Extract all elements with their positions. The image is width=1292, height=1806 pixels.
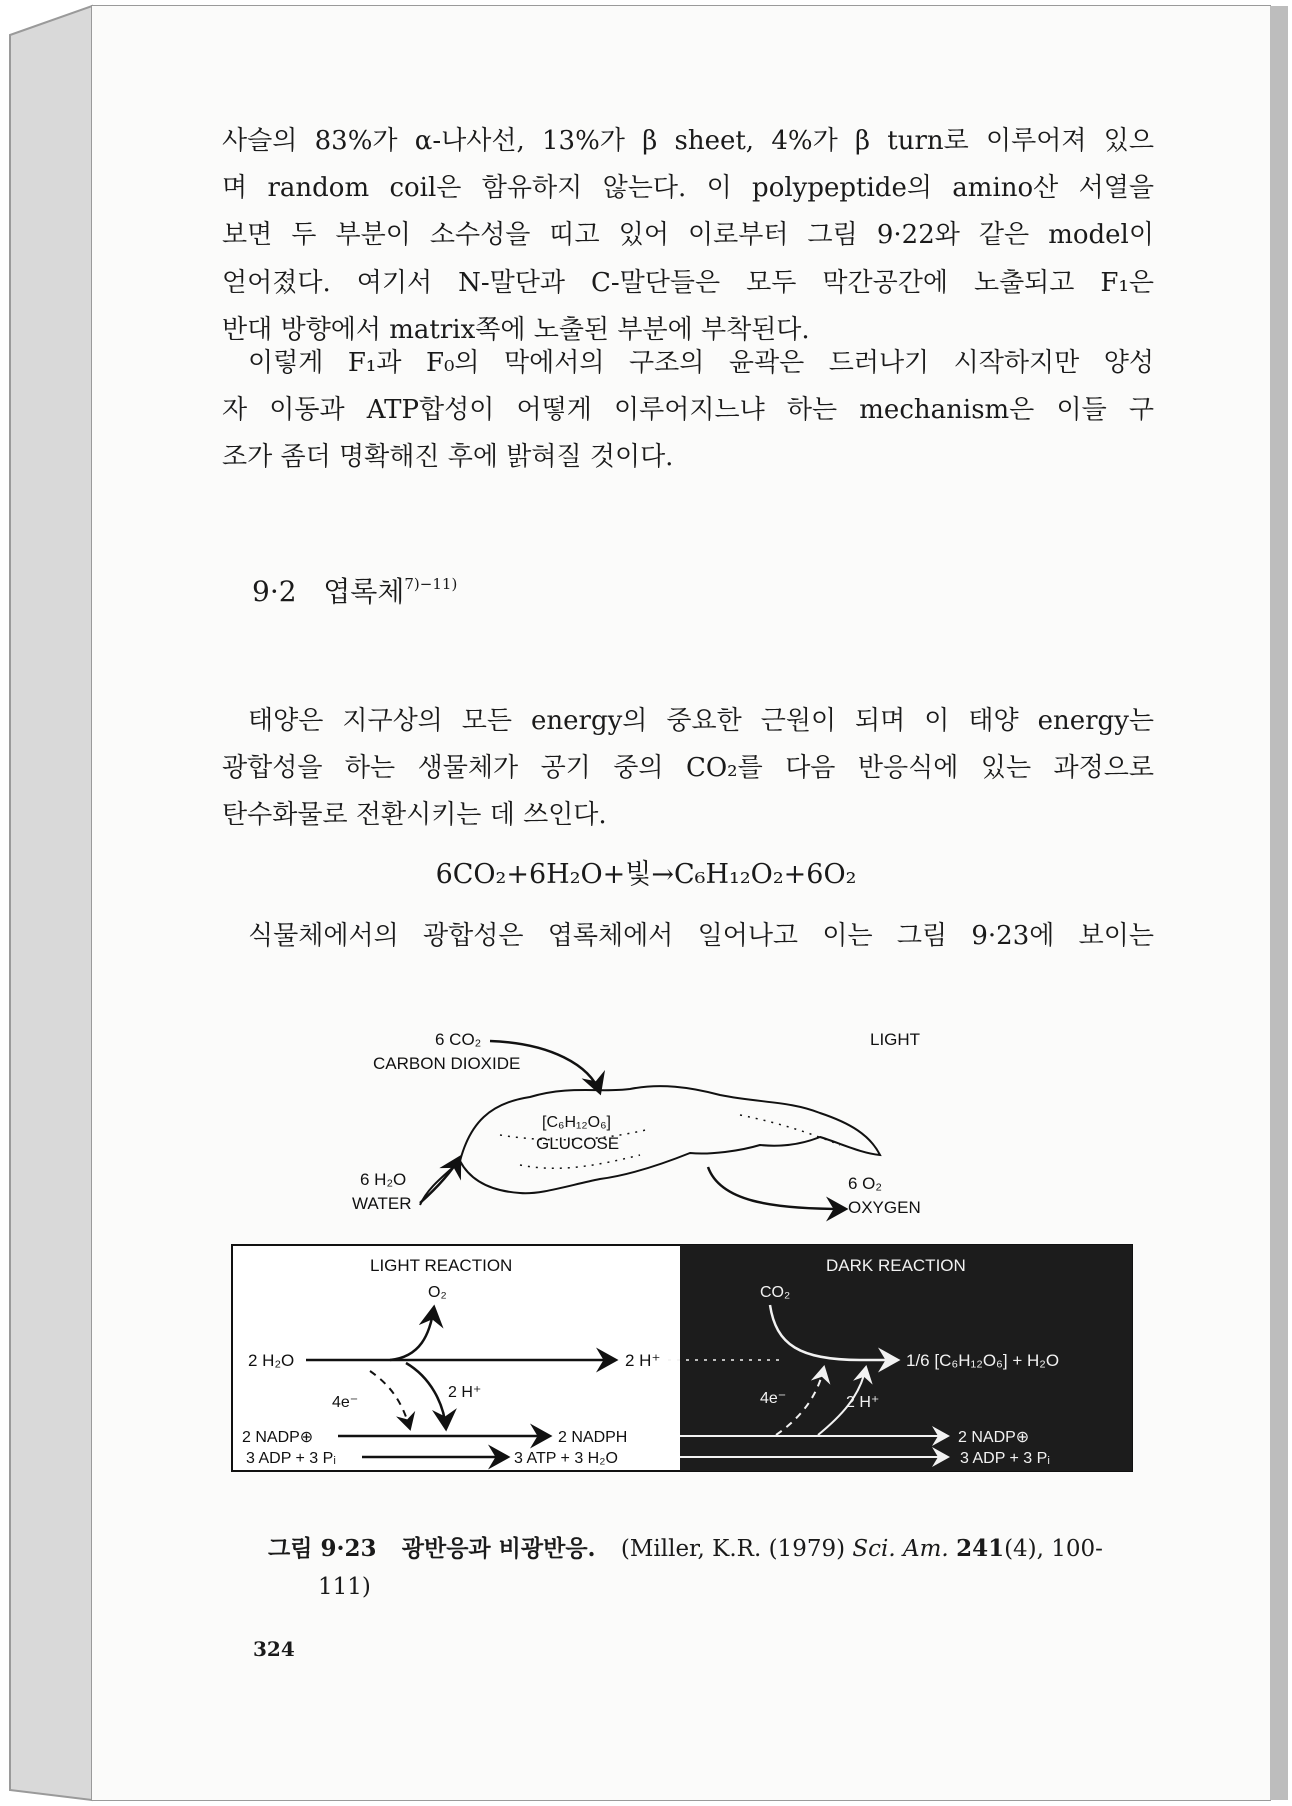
glucose-formula: [C₆H₁₂O₆] bbox=[542, 1114, 611, 1131]
section-heading bbox=[252, 570, 457, 610]
caption-title: 광반응과 비광반응. bbox=[401, 1535, 596, 1562]
light-nadp-label: 2 NADP⊕ bbox=[242, 1429, 314, 1446]
text-line: 얻어졌다. 여기서 N-말단과 C-말단들은 모두 막간공간에 노출되고 F₁은 bbox=[222, 267, 1154, 298]
paragraph-photosynthesis-intro bbox=[222, 698, 1154, 840]
text-line: 식물체에서의 광합성은 엽록체에서 일어나고 이는 그림 9·23에 보이는 bbox=[248, 921, 1154, 951]
dark-adp-label: 3 ADP + 3 Pᵢ bbox=[960, 1450, 1050, 1467]
light-h-out-label: 2 H⁺ bbox=[625, 1351, 661, 1370]
photosynthesis-equation: 6CO₂+6H₂O+빛→C₆H₁₂O₂+6O₂ bbox=[435, 859, 857, 890]
section-references: 7)−11) bbox=[404, 575, 458, 593]
paragraph-chloroplast bbox=[222, 913, 1154, 960]
carbon-dioxide-label: CARBON DIOXIDE bbox=[373, 1054, 521, 1073]
text-line: 반대 방향에서 matrix쪽에 노출된 부분에 부착된다. bbox=[222, 314, 810, 345]
paragraph-atp-synthase bbox=[222, 118, 1154, 354]
text-line: 이렇게 F₁과 F₀의 막에서의 구조의 윤곽은 드러나기 시작하지만 양성 bbox=[248, 348, 1154, 378]
figure-caption bbox=[268, 1530, 1118, 1606]
page-number: 324 bbox=[253, 1637, 295, 1661]
dark-reaction-title: DARK REACTION bbox=[826, 1256, 966, 1275]
dark-co2-label: CO₂ bbox=[760, 1284, 791, 1301]
text-line: 며 random coil은 함유하지 않는다. 이 polypeptide의 amino산 서열을 bbox=[222, 173, 1154, 204]
water-label: WATER bbox=[352, 1194, 412, 1213]
light-h2o-label: 2 H₂O bbox=[248, 1351, 295, 1370]
h2o-label: 6 H₂O bbox=[360, 1170, 407, 1189]
text-line: 탄수화물로 전환시키는 데 쓰인다. bbox=[222, 800, 607, 831]
caption-pages: (4), 100- bbox=[1004, 1536, 1103, 1562]
light-o2-label: O₂ bbox=[428, 1284, 447, 1301]
leaf-outline bbox=[460, 1086, 880, 1193]
light-electrons-label: 4e⁻ bbox=[332, 1394, 359, 1411]
caption-volume: 241 bbox=[956, 1535, 1005, 1562]
text-line: 조가 좀더 명확해진 후에 밝혀질 것이다. bbox=[222, 442, 674, 473]
figure-photosynthesis-diagram bbox=[220, 1005, 1142, 1475]
text-line: 보면 두 부분이 소수성을 띠고 있어 이로부터 그림 9·22와 같은 model이 bbox=[222, 220, 1154, 251]
light-nadph-label: 2 NADPH bbox=[558, 1429, 628, 1446]
caption-journal: Sci. Am. bbox=[852, 1536, 949, 1562]
light-h-mid-label: 2 H⁺ bbox=[448, 1384, 482, 1401]
dark-h-label: 2 H⁺ bbox=[846, 1394, 880, 1411]
text-line: 자 이동과 ATP합성이 어떻게 이루어지느냐 하는 mechanism은 이들 구 bbox=[222, 395, 1154, 426]
caption-citation-author: (Miller, K.R. (1979) bbox=[620, 1536, 846, 1562]
light-atp-label: 3 ATP + 3 H₂O bbox=[514, 1450, 618, 1467]
caption-label: 그림 9·23 bbox=[268, 1535, 377, 1562]
glucose-label: GLUCOSE bbox=[536, 1134, 620, 1153]
dark-nadp-label: 2 NADP⊕ bbox=[958, 1429, 1030, 1446]
section-title: 엽록체 bbox=[323, 575, 405, 608]
oxygen-arrow bbox=[708, 1167, 846, 1209]
text-line: 태양은 지구상의 모든 energy의 중요한 근원이 되며 이 태양 energy는 bbox=[248, 706, 1154, 736]
text-line: 광합성을 하는 생물체가 공기 중의 CO₂를 다음 반응식에 있는 과정으로 bbox=[222, 753, 1154, 784]
dark-product-label: 1/6 [C₆H₁₂O₆] + H₂O bbox=[906, 1351, 1060, 1370]
light-reaction-title: LIGHT REACTION bbox=[370, 1256, 513, 1275]
light-label: LIGHT bbox=[870, 1030, 921, 1049]
section-number: 9·2 bbox=[252, 575, 297, 608]
caption-pages-end: 111) bbox=[318, 1574, 371, 1600]
paragraph-mechanism bbox=[222, 340, 1154, 482]
co2-label: 6 CO₂ bbox=[435, 1030, 482, 1049]
light-adp-label: 3 ADP + 3 Pᵢ bbox=[246, 1450, 336, 1467]
text-line: 사슬의 83%가 α-나사선, 13%가 β sheet, 4%가 β turn로 이루어져 있으 bbox=[222, 126, 1154, 156]
oxygen-label: OXYGEN bbox=[848, 1198, 921, 1217]
dark-electrons-label: 4e⁻ bbox=[760, 1390, 787, 1407]
o2-label: 6 O₂ bbox=[848, 1174, 882, 1193]
